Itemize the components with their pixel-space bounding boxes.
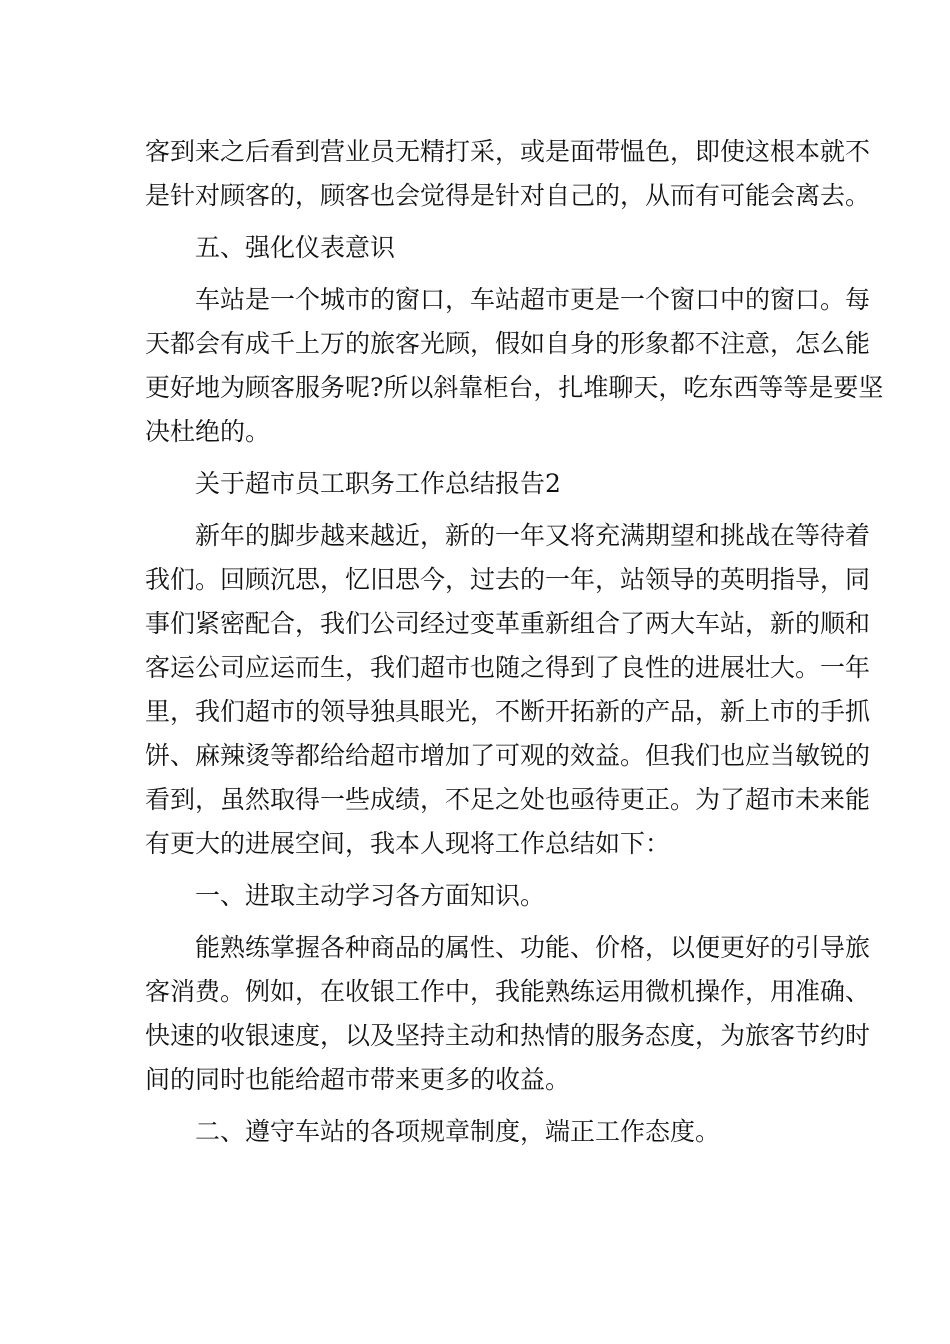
text-line: 车站是一个城市的窗口，车站超市更是一个窗口中的窗口。每 bbox=[195, 285, 871, 314]
text-line: 能熟练掌握各种商品的属性、功能、价格，以便更好的引导旅 bbox=[195, 933, 871, 962]
text-line: 更好地为顾客服务呢?所以斜靠柜台，扎堆聊天，吃东西等等是要坚 bbox=[145, 373, 884, 402]
document-body bbox=[145, 130, 884, 1154]
text-line: 有更大的进展空间，我本人现将工作总结如下： bbox=[145, 829, 671, 858]
text-line: 客到来之后看到营业员无精打采，或是面带愠色，即使这根本就不 bbox=[145, 137, 871, 166]
text-line: 天都会有成千上万的旅客光顾，假如自身的形象都不注意，怎么能 bbox=[145, 329, 871, 358]
section-heading: 一、进取主动学习各方面知识。 bbox=[195, 881, 546, 910]
section-heading: 二、遵守车站的各项规章制度，端正工作态度。 bbox=[195, 1117, 721, 1146]
text-line: 客消费。例如，在收银工作中，我能熟练运用微机操作，用准确、 bbox=[145, 977, 871, 1006]
text-line: 我们。回顾沉思，忆旧思今，过去的一年，站领导的英明指导，同 bbox=[145, 565, 871, 594]
text-line: 间的同时也能给超市带来更多的收益。 bbox=[145, 1065, 571, 1094]
text-line: 是针对顾客的，顾客也会觉得是针对自己的，从而有可能会离去。 bbox=[145, 181, 871, 210]
section-heading: 五、强化仪表意识 bbox=[195, 233, 396, 262]
text-line: 客运公司应运而生，我们超市也随之得到了良性的进展壮大。一年 bbox=[145, 653, 871, 682]
section-title: 关于超市员工职务工作总结报告2 bbox=[195, 469, 561, 498]
text-line: 里，我们超市的领导独具眼光，不断开拓新的产品，新上市的手抓 bbox=[145, 697, 871, 726]
text-line: 新年的脚步越来越近，新的一年又将充满期望和挑战在等待着 bbox=[195, 521, 871, 550]
text-line: 看到，虽然取得一些成绩，不足之处也亟待更正。为了超市未来能 bbox=[145, 785, 871, 814]
text-line: 决杜绝的。 bbox=[145, 417, 271, 446]
text-line: 快速的收银速度，以及坚持主动和热情的服务态度，为旅客节约时 bbox=[145, 1021, 871, 1050]
text-line: 饼、麻辣烫等都给给超市增加了可观的效益。但我们也应当敏锐的 bbox=[145, 741, 871, 770]
text-line: 事们紧密配合，我们公司经过变革重新组合了两大车站，新的顺和 bbox=[145, 609, 871, 638]
